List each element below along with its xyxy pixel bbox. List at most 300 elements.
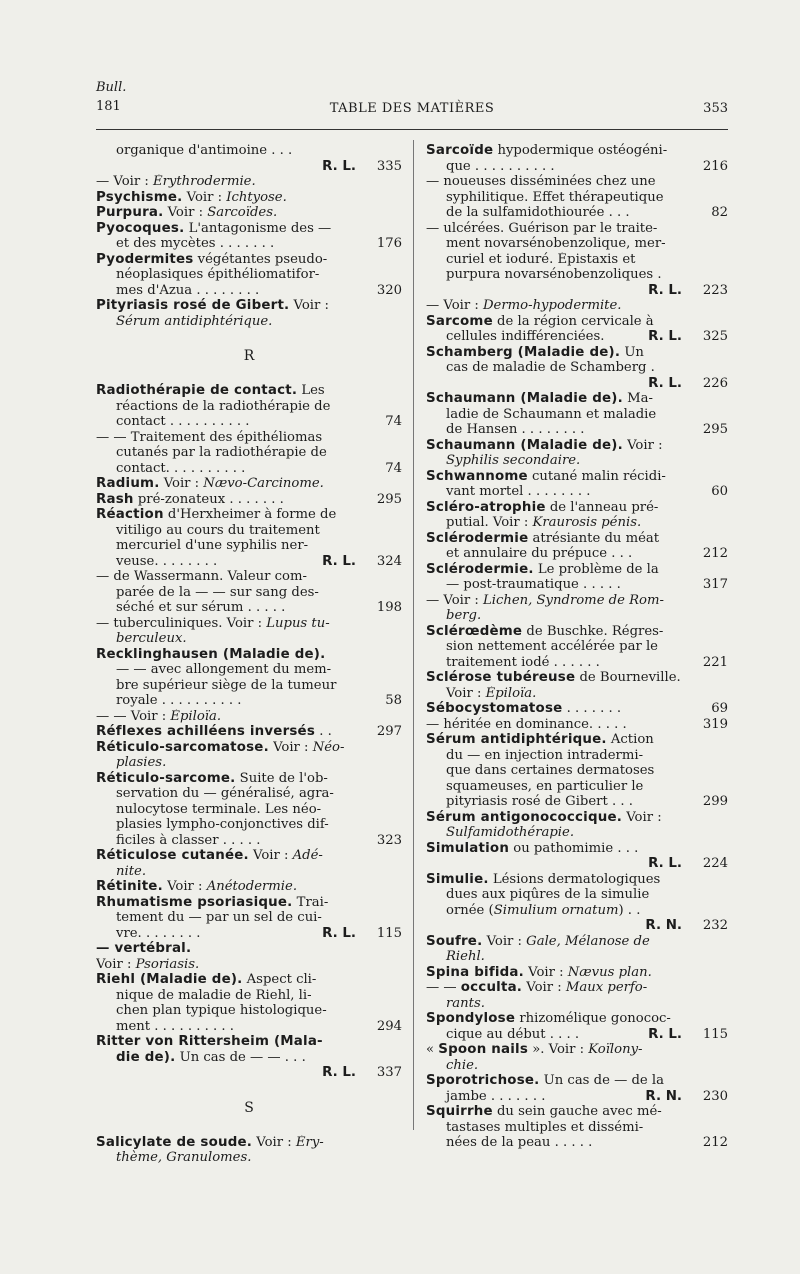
entry-text: de la région cervicale à — [492, 313, 654, 329]
entry-text: parée de la — — sur sang des- — [116, 584, 319, 600]
entry-line — [426, 469, 728, 485]
entry-line — [96, 159, 402, 175]
entry-line — [96, 174, 402, 190]
entry-line — [426, 422, 728, 438]
entry-text: — Voir : — [96, 174, 153, 189]
entry-text: du sein gauche avec mé- — [492, 1104, 662, 1119]
entry-line — [96, 476, 402, 492]
entry-line — [426, 856, 728, 872]
entry-line — [96, 430, 402, 446]
entry-headword: Spina bifida. — [426, 964, 524, 980]
entry-text: — noueuses disséminées chez une — [426, 174, 656, 189]
entry-text: Voir : — [268, 739, 313, 755]
entry-text: servation du — généralisé, agra- — [116, 786, 334, 801]
entry-text: Trai- — [292, 894, 329, 910]
entry-text: pityriasis rosé de Gibert . . . — [446, 794, 633, 809]
entry-line — [96, 647, 402, 663]
entry-line — [426, 1058, 728, 1074]
entry-text: de Buschke. Régres- — [522, 623, 664, 639]
entry-line — [96, 554, 402, 570]
entry-line — [426, 701, 728, 717]
entry-line — [96, 507, 402, 523]
entry-text: vre. . . . . . . . — [116, 925, 201, 941]
entry-subhead: occulta. — [460, 980, 523, 995]
index-entry — [426, 1073, 728, 1104]
index-entry — [426, 221, 728, 299]
entry-text: — — Voir : — [96, 708, 171, 724]
entry-text: royale . . . . . . . . . . — [116, 693, 242, 708]
entry-text: réactions de la radiothérapie de — [116, 398, 331, 414]
entry-text: cique au début . . . . — [446, 1026, 580, 1042]
entry-line — [426, 159, 728, 175]
index-entry — [426, 345, 728, 392]
section-letter: R — [243, 348, 255, 364]
page-reference: 69 — [707, 701, 728, 717]
entry-headword: Sclérose tubéreuse — [426, 670, 576, 685]
entry-headword: Simulie. — [426, 871, 489, 887]
entry-line — [426, 1104, 728, 1120]
entry-headword: Rash — [96, 491, 134, 507]
section-letter: S — [244, 1099, 254, 1116]
entry-line — [426, 484, 728, 500]
entry-line — [426, 980, 728, 996]
entry-text: — — — [426, 980, 461, 995]
entry-line — [96, 252, 402, 268]
entry-line — [426, 143, 728, 159]
entry-headword: Sclérodermie. — [426, 561, 534, 577]
entry-line — [96, 709, 402, 725]
entry-line — [96, 864, 402, 880]
entry-headword: Salicylate de soude. — [96, 1134, 253, 1150]
review-marker: R. N. — [645, 918, 682, 933]
entry-line — [426, 686, 728, 702]
entry-text: curiel et ioduré. Épistaxis et — [446, 251, 636, 267]
index-entry — [96, 879, 402, 895]
entry-text: végétantes pseudo- — [193, 251, 328, 267]
entry-headword: Sporotrichose. — [426, 1073, 540, 1088]
entry-line — [96, 190, 402, 206]
entry-headword: Réticulo-sarcome. — [96, 770, 236, 786]
entry-headword: Sarcome — [426, 313, 493, 329]
entry-text: ornée ( — [446, 902, 494, 918]
index-entry — [426, 469, 728, 500]
entry-line — [96, 1019, 402, 1035]
cross-reference: Éry- — [295, 1134, 324, 1150]
entry-text: ment novarsénobenzolique, mer- — [446, 236, 666, 251]
entry-text: — post-traumatique . . . . . — [446, 577, 621, 592]
entry-text: squameuses, en particulier le — [446, 778, 644, 794]
entry-line — [426, 1073, 728, 1089]
entry-text: Voir : — [96, 956, 136, 972]
entry-text: Voir : — [622, 437, 663, 453]
entry-text: ou pathomimie . . . — [509, 840, 639, 856]
entry-line — [426, 763, 728, 779]
entry-line — [96, 569, 402, 585]
index-entry — [96, 1135, 402, 1166]
cross-reference: Sarcoïdes. — [207, 205, 278, 220]
entry-text: du — en injection intradermi- — [446, 747, 644, 763]
entry-text: Le problème de la — [533, 561, 659, 577]
entry-line — [426, 329, 728, 345]
entry-headword: Simulation — [426, 840, 510, 856]
index-entry — [426, 562, 728, 593]
entry-line — [426, 531, 728, 547]
review-marker: R. L. — [322, 553, 356, 569]
page-reference: 74 — [381, 461, 402, 477]
entry-text: et annulaire du prépuce . . . — [446, 546, 633, 561]
index-entry — [426, 1011, 728, 1042]
cross-reference: nite. — [116, 863, 147, 879]
entry-headword: Pyocoques. — [96, 220, 185, 236]
index-entry — [96, 895, 402, 942]
entry-headword: Radium. — [96, 476, 160, 491]
entry-text: tement du — par un sel de cui- — [116, 910, 322, 925]
page-reference: 232 — [699, 918, 728, 934]
entry-text: L'antagonisme des — — [184, 220, 332, 236]
entry-text: cutanés par la radiothérapie de — [116, 445, 327, 460]
entry-line — [96, 848, 402, 864]
index-entry — [426, 810, 728, 841]
index-entry — [96, 221, 402, 252]
entry-line — [426, 779, 728, 795]
cross-reference: Dermo-hypodermite. — [482, 298, 622, 313]
index-entry — [96, 771, 402, 849]
entry-text: mes d'Azua . . . . . . . . — [116, 282, 260, 298]
index-entry — [426, 701, 728, 717]
cross-reference: rants. — [446, 995, 485, 1011]
entry-line — [96, 298, 402, 314]
page-reference: 319 — [699, 717, 728, 733]
issue-number: 181 — [96, 99, 121, 114]
entry-line — [426, 283, 728, 299]
entry-text: Voir : — [252, 1134, 296, 1150]
entry-text: ladie de Schaumann et maladie — [446, 406, 657, 422]
page-number: 353 — [703, 101, 728, 116]
page-reference: 226 — [699, 376, 728, 392]
index-entry — [96, 430, 402, 477]
entry-line — [96, 267, 402, 283]
index-entry — [426, 391, 728, 438]
entry-line — [96, 833, 402, 849]
entry-headword: Sérum antigonococcique. — [426, 809, 623, 825]
entry-headword: Soufre. — [426, 933, 483, 949]
entry-line — [96, 1050, 402, 1066]
index-entry — [426, 1042, 728, 1073]
page-reference: 221 — [699, 655, 728, 671]
entry-text: — héritée en dominance. . . . . — [426, 716, 627, 732]
page-reference: 335 — [373, 159, 402, 175]
column-divider — [413, 140, 414, 1130]
entry-line — [96, 1003, 402, 1019]
page-reference: 230 — [699, 1089, 728, 1105]
entry-text: . . — [315, 724, 332, 739]
entry-line — [426, 376, 728, 392]
entry-text: — ulcérées. Guérison par le traite- — [426, 220, 658, 236]
entry-text: ». Voir : — [528, 1042, 589, 1057]
review-marker: R. L. — [322, 925, 356, 941]
entry-text: contact. . . . . . . . . . — [116, 460, 246, 476]
entry-line — [96, 1150, 402, 1166]
entry-headword: Réaction — [96, 507, 164, 522]
index-entry — [426, 717, 728, 733]
entry-text: jambe . . . . . . . — [446, 1088, 546, 1104]
entry-headword: Radiothérapie de contact. — [96, 383, 298, 398]
page-reference: 223 — [699, 283, 728, 299]
entry-line — [96, 786, 402, 802]
cross-reference: Gale, Mélanose de — [526, 933, 650, 949]
entry-line — [426, 949, 728, 965]
entry-headword: Scléro-atrophie — [426, 499, 546, 515]
entry-line — [426, 732, 728, 748]
index-entry — [96, 848, 402, 879]
cross-reference: Simulium ornatum — [493, 902, 619, 918]
page-reference: 294 — [373, 1019, 402, 1035]
page-reference: 58 — [381, 693, 402, 709]
entry-line — [426, 391, 728, 407]
entry-line — [426, 546, 728, 562]
entry-line — [96, 283, 402, 299]
entry-line — [426, 903, 728, 919]
index-entry — [426, 500, 728, 531]
entry-line — [96, 221, 402, 237]
entry-text: ment . . . . . . . . . . — [116, 1018, 234, 1034]
index-entry — [96, 383, 402, 430]
entry-text: bre supérieur siège de la tumeur — [116, 677, 337, 693]
index-entry — [96, 252, 402, 299]
index-entry — [426, 670, 728, 701]
entry-line — [426, 252, 728, 268]
entry-line — [426, 190, 728, 206]
index-entry — [426, 841, 728, 872]
entry-text: Voir : — [482, 933, 527, 949]
entry-line — [426, 221, 728, 237]
entry-line — [96, 461, 402, 477]
entry-line — [426, 624, 728, 640]
entry-text: Aspect cli- — [242, 972, 317, 987]
review-marker: R. L. — [322, 1065, 356, 1080]
index-entry — [426, 980, 728, 1011]
entry-headword: Pyodermites — [96, 251, 194, 267]
entry-text: vant mortel . . . . . . . . — [446, 484, 591, 499]
entry-line — [96, 445, 402, 461]
cross-reference: Anétodermie. — [206, 879, 298, 894]
entry-text: syphilitique. Effet thérapeutique — [446, 189, 664, 205]
entry-text: nées de la peau . . . . . — [446, 1135, 593, 1150]
entry-text: nique de maladie de Riehl, li- — [116, 987, 312, 1003]
entry-line — [426, 236, 728, 252]
review-marker: R. L. — [648, 1026, 682, 1042]
entry-line — [96, 1034, 402, 1050]
entry-line — [426, 515, 728, 531]
page-reference: 212 — [699, 1135, 728, 1151]
entry-line — [426, 267, 728, 283]
entry-line — [96, 631, 402, 647]
entry-headword: Sarcoïde — [426, 143, 494, 158]
index-entry — [96, 724, 402, 740]
entry-headword: Recklinghausen (Maladie de). — [96, 646, 326, 662]
entry-line — [96, 600, 402, 616]
entry-text: Ma- — [622, 391, 653, 406]
entry-line — [426, 1027, 728, 1043]
page-reference: 216 — [699, 159, 728, 175]
entry-line — [96, 585, 402, 601]
page-reference: 325 — [699, 329, 728, 345]
entry-text: plasies lympho-conjonctives dif- — [116, 817, 329, 832]
cross-reference: Lupus tu- — [266, 615, 330, 631]
entry-line — [426, 174, 728, 190]
entry-text: Voir : — [622, 809, 662, 825]
entry-headword: Schaumann (Maladie de). — [426, 437, 623, 453]
entry-text: Action — [606, 732, 654, 747]
cross-reference: Adé- — [292, 848, 323, 863]
entry-line — [426, 360, 728, 376]
entry-text: rhizomélique gonococ- — [515, 1011, 671, 1026]
entry-line — [96, 616, 402, 632]
entry-line — [426, 500, 728, 516]
entry-line — [96, 314, 402, 330]
entry-line — [426, 314, 728, 330]
entry-headword: Sclérodermie — [426, 530, 529, 546]
entry-line — [426, 918, 728, 934]
page-reference: 323 — [373, 833, 402, 849]
entry-headword: Rhumatisme psoriasique. — [96, 894, 293, 910]
page-reference: 115 — [699, 1027, 728, 1043]
entry-line — [96, 926, 402, 942]
index-entry — [426, 934, 728, 965]
entry-headword: Pityriasis rosé de Gibert. — [96, 298, 290, 313]
cross-reference: thème, Granulomes. — [116, 1150, 252, 1165]
entry-line — [96, 693, 402, 709]
entry-line — [426, 345, 728, 361]
entry-line — [96, 972, 402, 988]
entry-line — [96, 755, 402, 771]
review-marker: R. N. — [645, 1088, 682, 1104]
index-entry — [96, 616, 402, 647]
entry-line — [426, 1120, 728, 1136]
entry-text: traitement iodé . . . . . . — [446, 654, 600, 670]
index-entry — [426, 143, 728, 174]
entry-text: mercuriel d'une syphilis ner- — [116, 538, 309, 553]
entry-text: organique d'antimoine . . . — [116, 143, 293, 158]
entry-headword: Purpura. — [96, 205, 164, 220]
entry-text: contact . . . . . . . . . . — [116, 414, 250, 429]
entry-text: ficiles à classer . . . . . — [116, 832, 261, 848]
entry-headword: Spondylose — [426, 1011, 516, 1026]
entry-line — [96, 1065, 402, 1081]
index-entry — [96, 1034, 402, 1081]
entry-line — [426, 593, 728, 609]
page-reference: 337 — [373, 1065, 402, 1081]
entry-text: tastases multiples et dissémi- — [446, 1119, 644, 1135]
index-entry — [96, 492, 402, 508]
entry-line — [426, 841, 728, 857]
entry-headword: Schwannome — [426, 468, 528, 484]
index-entry — [426, 531, 728, 562]
entry-headword: Réflexes achilléens inversés — [96, 724, 316, 739]
entry-text: pré-zonateux . . . . . . . — [133, 491, 284, 507]
entry-line — [426, 1089, 728, 1105]
entry-line — [96, 740, 402, 756]
entry-line — [426, 872, 728, 888]
entry-line — [426, 996, 728, 1012]
index-entry — [96, 205, 402, 221]
page-reference: 74 — [381, 414, 402, 430]
index-entry — [96, 298, 402, 329]
entry-headword: Rétinite. — [96, 879, 163, 894]
entry-text: Voir : — [163, 205, 208, 220]
entry-text: séché et sur sérum . . . . . — [116, 600, 286, 615]
entry-headword: Riehl (Maladie de). — [96, 972, 243, 987]
page-reference: 295 — [699, 422, 728, 438]
page-reference: 212 — [699, 546, 728, 562]
entry-line — [426, 639, 728, 655]
page-reference: 224 — [699, 856, 728, 872]
entry-line — [426, 934, 728, 950]
entry-line — [426, 407, 728, 423]
entry-line — [96, 724, 402, 740]
entry-line — [426, 438, 728, 454]
entry-text: . . . . . . . — [562, 701, 622, 716]
cross-reference: Koïlony- — [588, 1042, 643, 1057]
page-reference: 82 — [707, 205, 728, 221]
entry-text: Un cas de — — . . . — [175, 1049, 306, 1065]
entry-line — [96, 771, 402, 787]
entry-line — [96, 988, 402, 1004]
entry-line — [426, 655, 728, 671]
entry-text: cellules indifférenciées. — [446, 329, 605, 344]
entry-line — [426, 670, 728, 686]
entry-headword: Psychisme. — [96, 189, 183, 205]
entry-line — [426, 577, 728, 593]
entry-text: hypodermique ostéogéni- — [493, 143, 668, 158]
entry-text: que dans certaines dermatoses — [446, 763, 655, 778]
entry-headword: Sclérœdème — [426, 623, 523, 639]
journal-abbrev: Bull. — [96, 80, 127, 95]
index-entry — [96, 972, 402, 1034]
entry-line — [426, 453, 728, 469]
page-reference: 324 — [373, 554, 402, 570]
index-entry — [96, 476, 402, 492]
index-entry — [426, 1104, 728, 1151]
entry-text: Un cas de — de la — [539, 1073, 664, 1088]
cross-reference: Lichen, Syndrome de Rom- — [482, 592, 664, 608]
entry-text: nulocytose terminale. Les néo- — [116, 801, 322, 817]
entry-line — [96, 910, 402, 926]
index-entry — [96, 740, 402, 771]
entry-text: — — avec allongement du mem- — [116, 662, 332, 677]
entry-headword: Ritter von Rittersheim (Mala- — [96, 1034, 323, 1049]
entry-line — [96, 802, 402, 818]
entry-line — [426, 825, 728, 841]
index-entry — [96, 569, 402, 616]
entry-text: et des mycètes . . . . . . . — [116, 236, 275, 251]
entry-text: Voir : — [248, 848, 293, 863]
entry-line — [426, 717, 728, 733]
entry-line — [96, 879, 402, 895]
entry-text: Suite de l'ob- — [235, 770, 328, 786]
entry-headword: Sébocystomatose — [426, 701, 563, 716]
entry-text: Voir : — [523, 964, 568, 980]
entry-line — [426, 748, 728, 764]
index-entry — [426, 174, 728, 221]
cross-reference: berculeux. — [116, 631, 187, 646]
index-entry — [426, 624, 728, 671]
entry-headword: die de). — [116, 1049, 176, 1065]
entry-line — [426, 810, 728, 826]
entry-text: chen plan typique histologique- — [116, 1003, 327, 1018]
entry-text: dues aux piqûres de la simulie — [446, 887, 650, 902]
cross-reference: Syphilis secondaire. — [446, 453, 581, 468]
